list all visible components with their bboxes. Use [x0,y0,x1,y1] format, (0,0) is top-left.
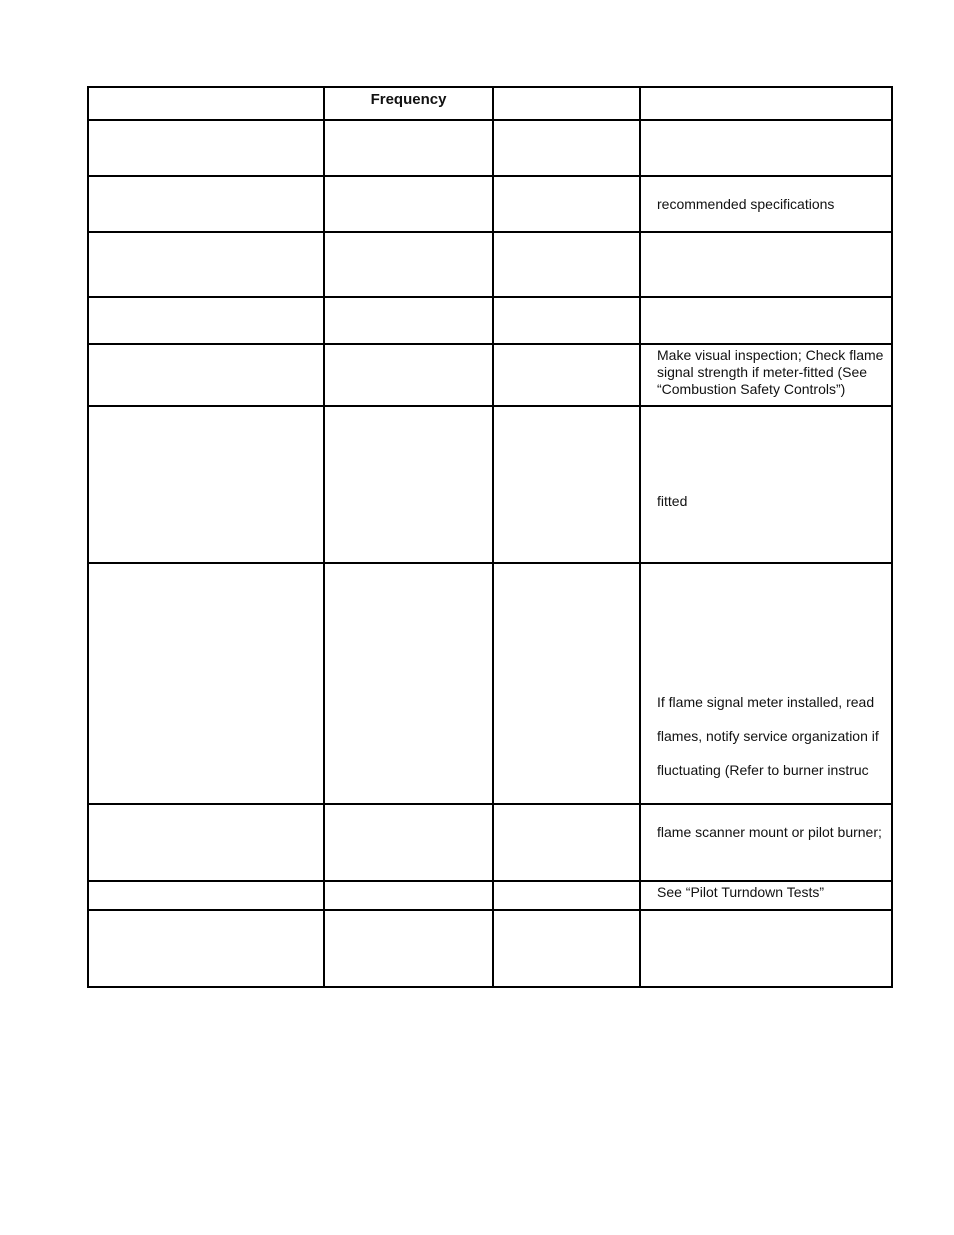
cell-note: recommended specifications [657,196,835,212]
table-cell [88,910,324,987]
table-cell [88,563,324,804]
table-cell [493,881,640,910]
header-cell-frequency: Frequency [324,87,493,120]
table-cell [640,804,892,881]
table-cell [493,232,640,297]
cell-note-line: flames, notify service organization if [657,728,879,744]
table-cell [88,176,324,232]
table-cell [324,910,493,987]
cell-note: fitted [657,493,688,509]
table-cell [493,176,640,232]
table-cell [493,406,640,563]
maintenance-schedule-table [87,86,893,988]
table-row [88,563,892,804]
table-cell [88,297,324,344]
table-cell [640,297,892,344]
table-row [88,344,892,406]
table-cell [88,406,324,563]
table-header-row [88,87,892,120]
table-row [88,910,892,987]
table-cell [640,120,892,176]
cell-note: See “Pilot Turndown Tests” [657,884,825,900]
table-cell [493,344,640,406]
table-cell [640,881,892,910]
table-cell [88,344,324,406]
table-row [88,406,892,563]
table-row [88,120,892,176]
table-cell [493,804,640,881]
table-cell [324,344,493,406]
table-row [88,804,892,881]
table-row [88,297,892,344]
header-cell-4 [640,87,892,120]
table-row [88,881,892,910]
table-cell [640,406,892,563]
table-cell [640,232,892,297]
table-cell [88,232,324,297]
table-cell [324,297,493,344]
table-cell [493,563,640,804]
table-cell [88,804,324,881]
table-cell [324,406,493,563]
table-cell [324,804,493,881]
table-cell [493,910,640,987]
table-row [88,232,892,297]
table-cell [640,910,892,987]
table-cell [493,120,640,176]
table-cell [88,881,324,910]
cell-note: flame scanner mount or pilot burner; [657,824,882,840]
header-cell-1 [88,87,324,120]
table-cell [640,563,892,804]
table-row [88,176,892,232]
cell-note-line: fluctuating (Refer to burner instruc [657,762,869,778]
cell-note-line: If flame signal meter installed, read [657,694,875,710]
table-cell [324,563,493,804]
table-cell [493,297,640,344]
table-cell [88,120,324,176]
cell-note: Make visual inspection; Check flame signal strength if meter-fitted (See “Combustion Safety Controls”) [657,347,884,397]
table-cell [324,120,493,176]
table-cell [324,176,493,232]
table-cell [324,232,493,297]
table-cell [640,344,892,406]
table-cell [324,881,493,910]
table-cell [640,176,892,232]
header-cell-3 [493,87,640,120]
